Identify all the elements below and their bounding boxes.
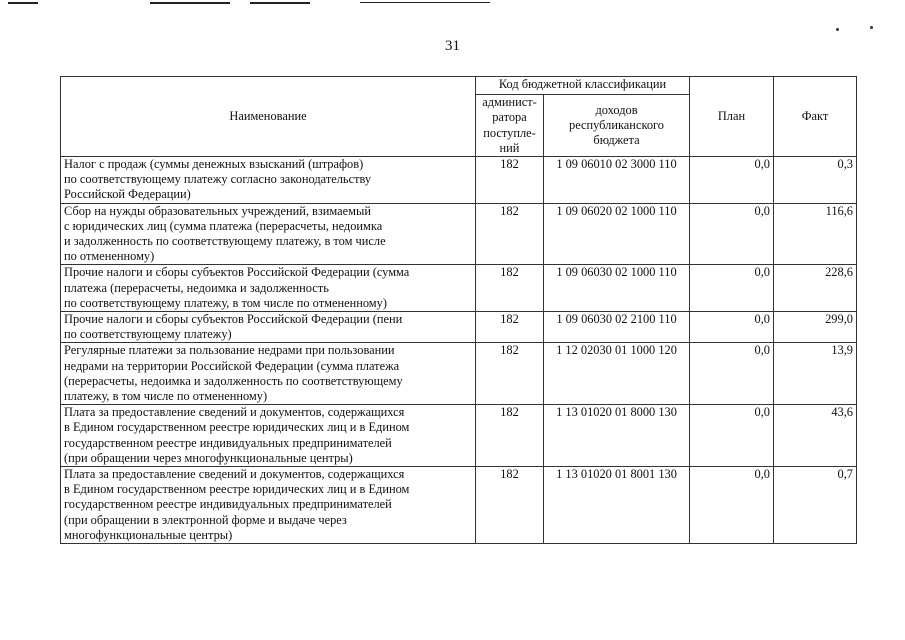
header-administrator: админист- ратора поступле- ний bbox=[476, 95, 544, 157]
row-plan: 0,0 bbox=[690, 265, 774, 312]
row-fact: 228,6 bbox=[774, 265, 857, 312]
table-row bbox=[61, 312, 857, 343]
table-row bbox=[61, 405, 857, 467]
row-revenue-code: 1 09 06030 02 1000 110 bbox=[544, 265, 690, 312]
header-name: Наименование bbox=[61, 77, 476, 157]
row-administrator-code: 182 bbox=[476, 343, 544, 405]
row-plan: 0,0 bbox=[690, 203, 774, 265]
row-fact: 0,7 bbox=[774, 467, 857, 544]
table-row bbox=[61, 467, 857, 544]
row-name: Сбор на нужды образовательных учреждений, взимаемый с юридических лиц (сумма платежа (перерасчеты, недоимка и задолженность по соответствующему платежу, в том числе по отмененному) bbox=[61, 203, 476, 265]
scan-artifact-line bbox=[150, 2, 230, 4]
row-revenue-code: 1 09 06020 02 1000 110 bbox=[544, 203, 690, 265]
row-revenue-code: 1 13 01020 01 8000 130 bbox=[544, 405, 690, 467]
row-administrator-code: 182 bbox=[476, 405, 544, 467]
scan-artifact-line bbox=[8, 2, 38, 4]
header-fact: Факт bbox=[774, 77, 857, 157]
row-name: Прочие налоги и сборы субъектов Российской Федерации (пени по соответствующему платежу) bbox=[61, 312, 476, 343]
row-name: Прочие налоги и сборы субъектов Российской Федерации (сумма платежа (перерасчеты, недоимка и задолженность по соответствующему платежу, в том числе по отмененному) bbox=[61, 265, 476, 312]
row-fact: 43,6 bbox=[774, 405, 857, 467]
scan-artifact-line bbox=[360, 2, 490, 3]
row-plan: 0,0 bbox=[690, 157, 774, 204]
row-plan: 0,0 bbox=[690, 343, 774, 405]
row-revenue-code: 1 09 06030 02 2100 110 bbox=[544, 312, 690, 343]
table-row bbox=[61, 265, 857, 312]
row-name: Плата за предоставление сведений и документов, содержащихся в Едином государственном реестре юридических лиц и в Едином государственном реестре индивидуальных предпринимателей (при обращении через многофункциональные центры) bbox=[61, 405, 476, 467]
row-fact: 0,3 bbox=[774, 157, 857, 204]
scan-artifact-dot bbox=[870, 26, 873, 29]
row-plan: 0,0 bbox=[690, 405, 774, 467]
scan-artifact-dot bbox=[836, 28, 839, 31]
row-administrator-code: 182 bbox=[476, 265, 544, 312]
table-header bbox=[61, 77, 857, 157]
page-number: 31 bbox=[445, 38, 460, 54]
row-administrator-code: 182 bbox=[476, 467, 544, 544]
header-code-group: Код бюджетной классификации bbox=[476, 77, 690, 95]
row-administrator-code: 182 bbox=[476, 203, 544, 265]
row-fact: 116,6 bbox=[774, 203, 857, 265]
row-plan: 0,0 bbox=[690, 312, 774, 343]
row-plan: 0,0 bbox=[690, 467, 774, 544]
table-row bbox=[61, 157, 857, 204]
row-administrator-code: 182 bbox=[476, 157, 544, 204]
row-revenue-code: 1 09 06010 02 3000 110 bbox=[544, 157, 690, 204]
table-body bbox=[61, 157, 857, 544]
row-revenue-code: 1 13 01020 01 8001 130 bbox=[544, 467, 690, 544]
header-plan: План bbox=[690, 77, 774, 157]
row-revenue-code: 1 12 02030 01 1000 120 bbox=[544, 343, 690, 405]
row-name: Плата за предоставление сведений и документов, содержащихся в Едином государственном реестре юридических лиц и в Едином государственном реестре индивидуальных предпринимателей (при обращении в электронной форме и выдаче через многофункциональные центры) bbox=[61, 467, 476, 544]
row-fact: 13,9 bbox=[774, 343, 857, 405]
table-row bbox=[61, 203, 857, 265]
row-administrator-code: 182 bbox=[476, 312, 544, 343]
table-row bbox=[61, 343, 857, 405]
row-name: Налог с продаж (суммы денежных взысканий (штрафов) по соответствующему платежу согласно законодательству Российской Федерации) bbox=[61, 157, 476, 204]
budget-table bbox=[60, 76, 857, 544]
row-fact: 299,0 bbox=[774, 312, 857, 343]
scan-artifact-line bbox=[250, 2, 310, 4]
row-name: Регулярные платежи за пользование недрами при пользовании недрами на территории Российской Федерации (сумма платежа (перерасчеты, недоимка и задолженность по соответствующему платежу, в том числе по отмененному) bbox=[61, 343, 476, 405]
header-revenue: доходов республиканского бюджета bbox=[544, 95, 690, 157]
